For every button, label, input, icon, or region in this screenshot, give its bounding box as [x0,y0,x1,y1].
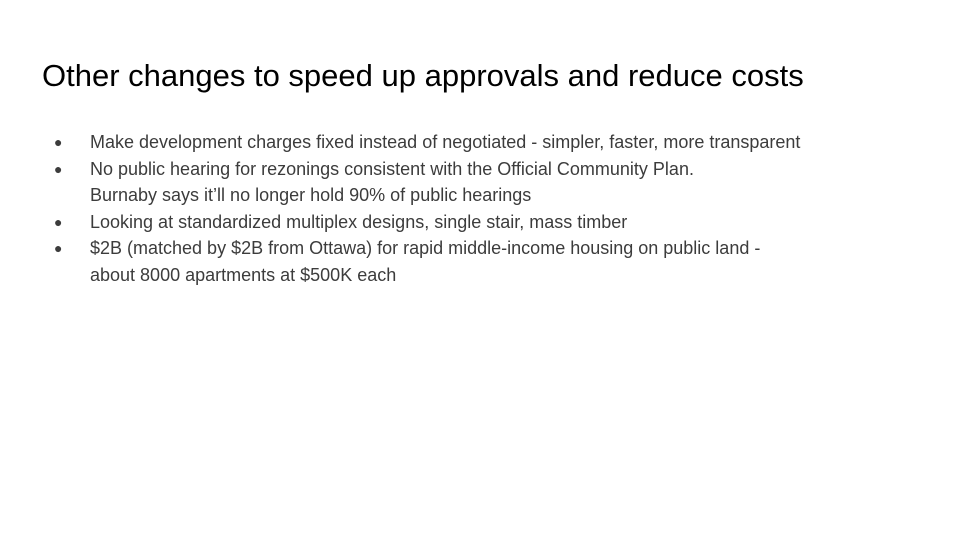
bullet-item [0,209,900,236]
bullet-text-continued: about 8000 apartments at $500K each [90,264,397,285]
bullet-list [0,129,900,288]
slide-title: Other changes to speed up approvals and reduce costs [42,58,804,93]
bullet-text-continued: Burnaby says it’ll no longer hold 90% of public hearings [90,185,532,205]
bullet-dot-icon: ● [54,134,63,150]
bullet-dot-icon: ● [54,240,63,256]
bullet-text: No public hearing for rezonings consistent with the Official Community Plan. [90,158,694,179]
bullet-item [0,129,900,156]
bullet-item [0,235,900,288]
bullet-text: Looking at standardized multiplex designs, single stair, mass timber [90,211,628,232]
bullet-dot-icon: ● [54,213,63,230]
bullet-dot-icon: ● [54,160,63,177]
bullet-text: Make development charges fixed instead of negotiated - simpler, faster, more transparent [90,132,801,152]
bullet-text: $2B (matched by $2B from Ottawa) for rapid middle-income housing on public land - [90,238,761,258]
bullet-item [0,156,900,209]
